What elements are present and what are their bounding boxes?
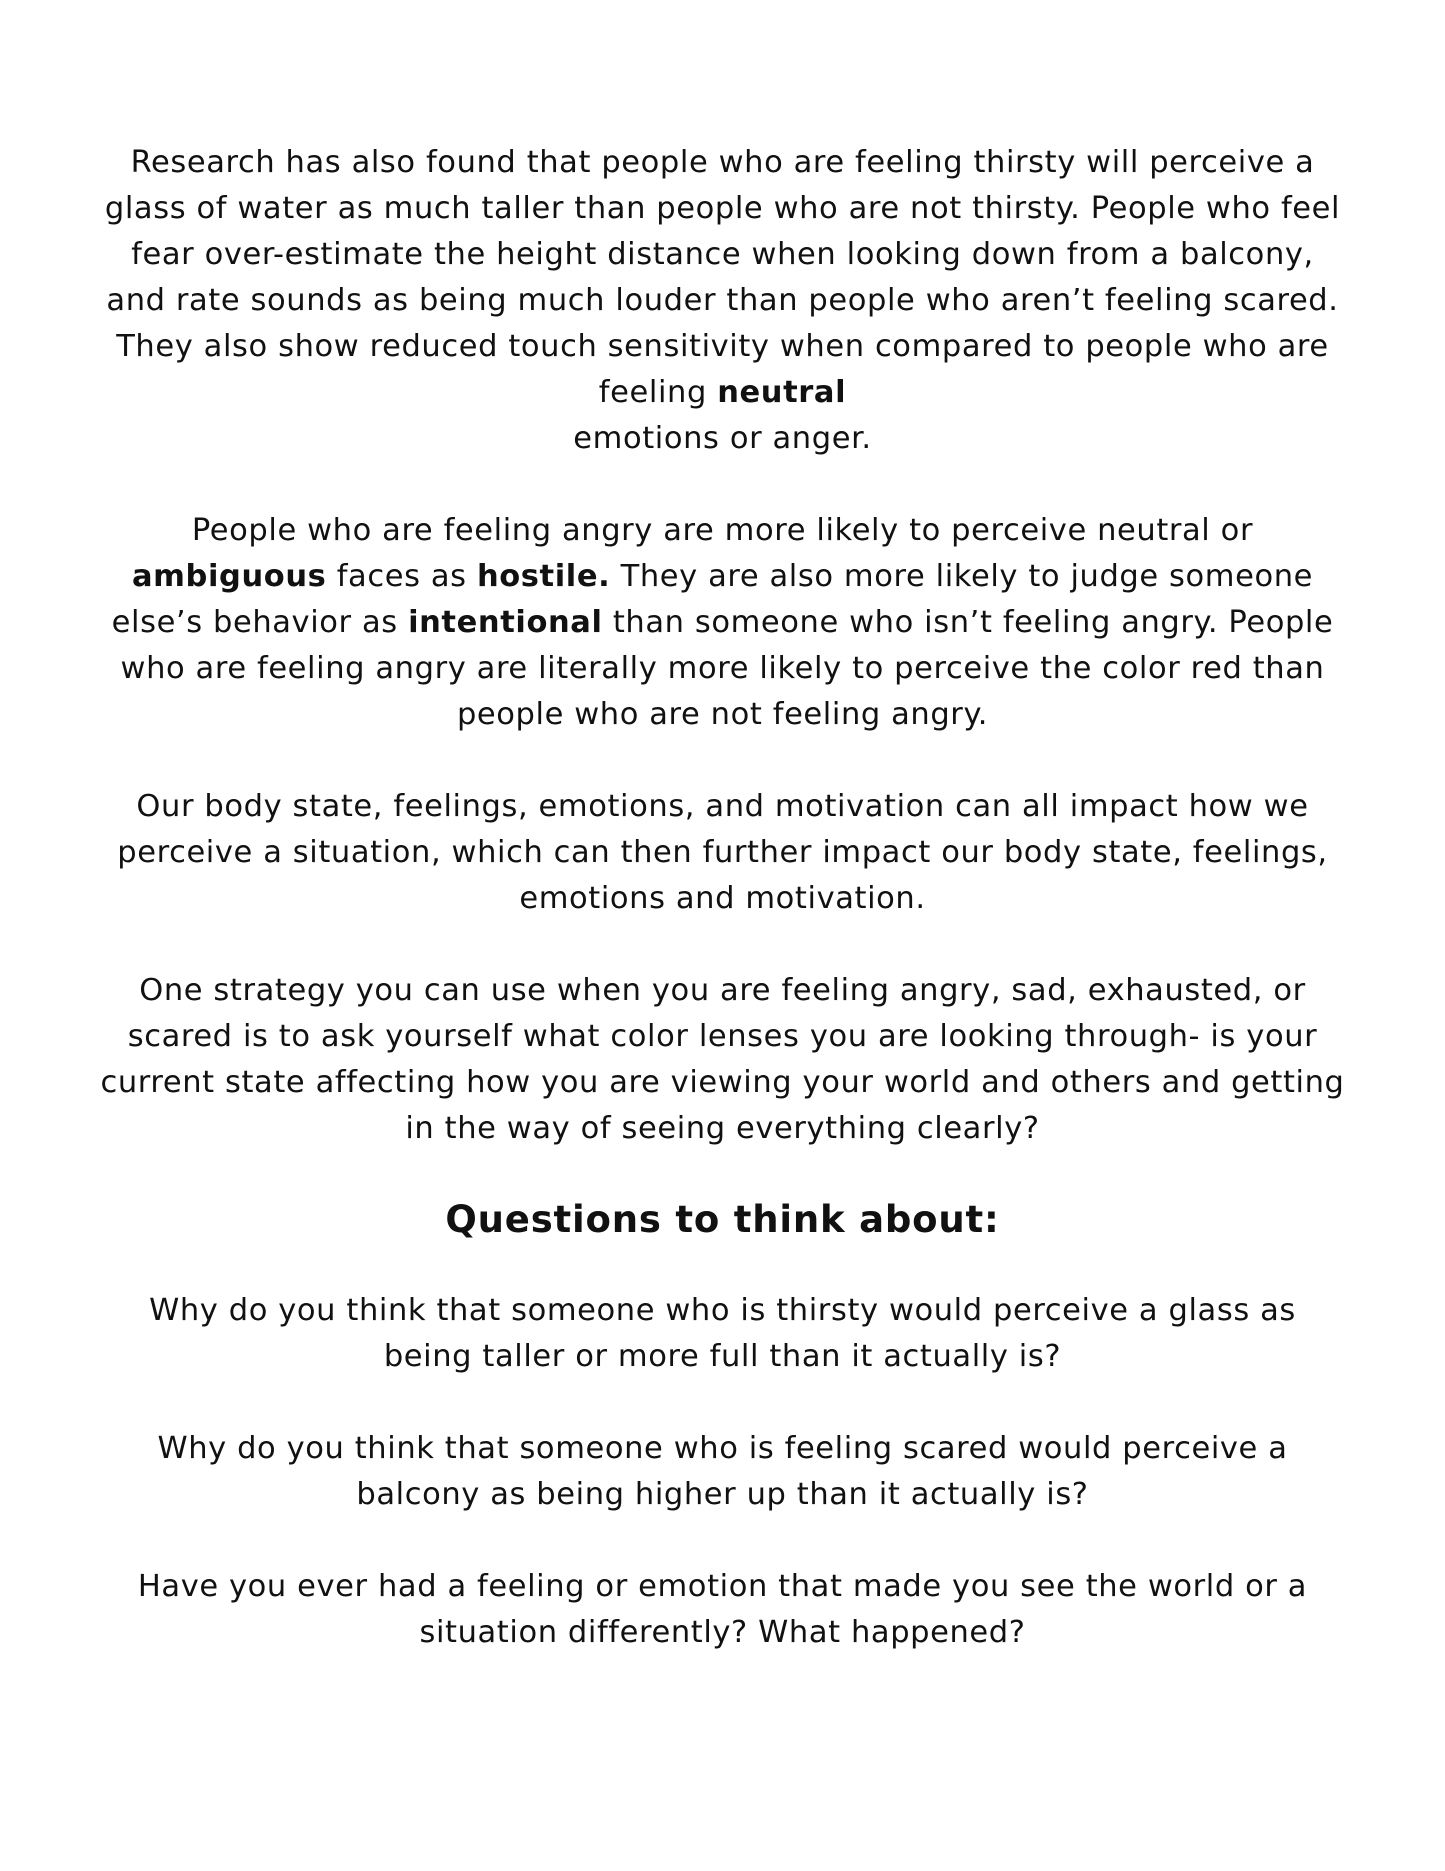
paragraph-text: than someone who isn’t feeling angry. People who are feeling angry are literally more likely to perceive the color red than people who are not feeling angry. [120, 605, 1334, 732]
paragraph-text: They are also more likely to judge someone else’s behavior as [111, 559, 1314, 640]
bold-term-neutral: neutral [717, 375, 847, 410]
question-thirsty: Why do you think that someone who is thirsty would perceive a glass as being taller or more full than it actually is? [149, 1293, 1296, 1374]
paragraph-text: Research has also found that people who are feeling thirsty will perceive a glass of water as much taller than people who are not thirsty. People who feel fear over-estimate the height distance when looking down from a balcony, and rate sounds as being much louder than people who aren’t feeling scared. They also show reduced touch sensitivity when compared to people who are feeling [104, 145, 1341, 410]
paragraph-text: emotions or anger. [573, 421, 872, 456]
bold-term-ambiguous: ambiguous [131, 559, 327, 594]
paragraph-text: People who are feeling angry are more likely to perceive neutral or [191, 513, 1254, 548]
questions-heading: Questions to think about: [445, 1198, 1000, 1241]
document-page [100, 140, 1345, 1656]
question-experience: Have you ever had a feeling or emotion that made you see the world or a situation differently? What happened? [137, 1569, 1308, 1650]
paragraph-text: faces as [336, 559, 467, 594]
bold-term-hostile: hostile. [476, 559, 611, 594]
paragraph-strategy: One strategy you can use when you are feeling angry, sad, exhausted, or scared is to ask yourself what color lenses you are looking through- is your current state affecting how you are viewing your world and others and getting in the way of seeing everything clearly? [100, 973, 1345, 1146]
paragraph-thirst-fear [100, 140, 1345, 462]
bold-term-intentional: intentional [408, 605, 603, 640]
paragraph-anger [100, 508, 1345, 738]
paragraph-body-state: Our body state, feelings, emotions, and motivation can all impact how we perceive a situation, which can then further impact our body state, feelings, emotions and motivation. [117, 789, 1328, 916]
question-scared: Why do you think that someone who is feeling scared would perceive a balcony as being higher up than it actually is? [157, 1431, 1288, 1512]
